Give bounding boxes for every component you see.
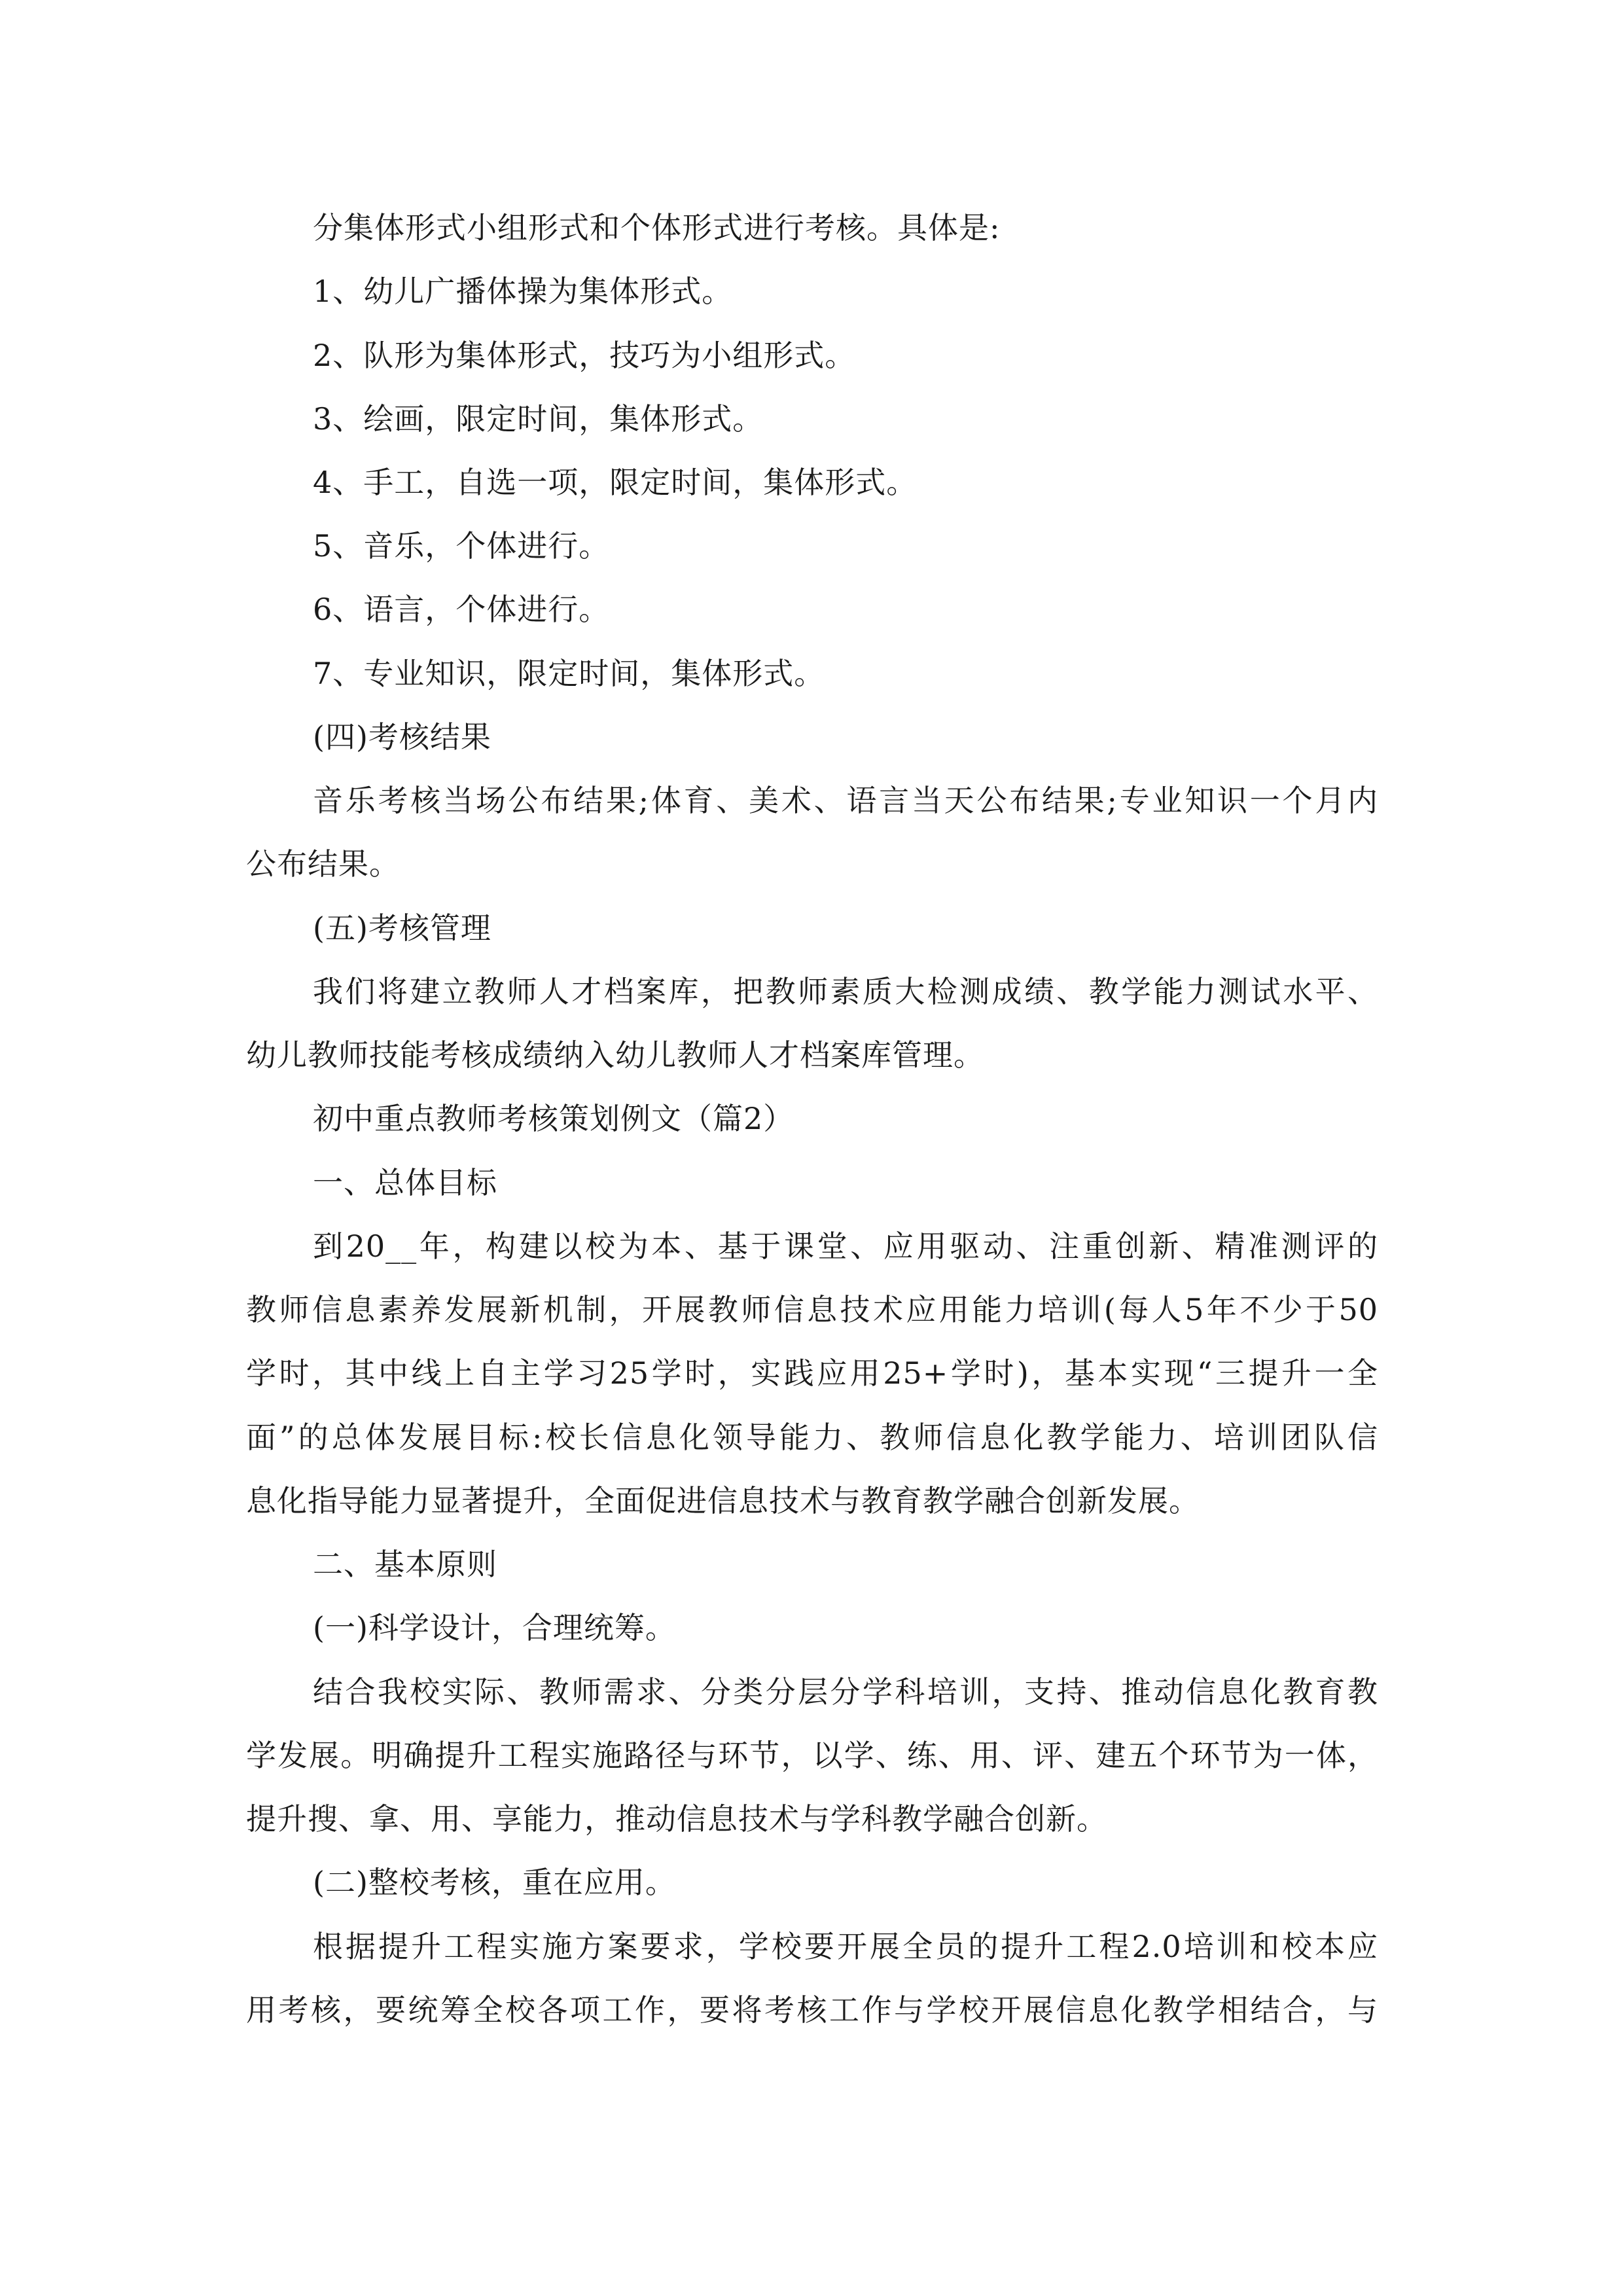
paragraph-line: 到20__年，构建以校为本、基于课堂、应用驱动、注重创新、精准测评的 [313,1229,1378,1264]
document-subtitle: 初中重点教师考核策划例文（篇2） [313,1101,794,1136]
list-item: 3、绘画，限定时间，集体形式。 [313,401,764,437]
list-item: 5、音乐，个体进行。 [313,528,610,564]
paragraph-line: 公布结果。 [246,846,400,882]
paragraph-line: 教师信息素养发展新机制，开展教师信息技术应用能力培训(每人5年不少于50 [246,1292,1378,1327]
paragraph-line: 根据提升工程实施方案要求，学校要开展全员的提升工程2.0培训和校本应 [313,1929,1378,1964]
section-heading: (一)科学设计，合理统筹。 [313,1610,676,1645]
list-item: 1、幼儿广播体操为集体形式。 [313,274,733,309]
section-heading: 二、基本原则 [313,1547,497,1582]
paragraph-line: 幼儿教师技能考核成绩纳入幼儿教师人才档案库管理。 [246,1037,984,1073]
paragraph-line: 我们将建立教师人才档案库，把教师素质大检测成绩、教学能力测试水平、 [313,974,1378,1009]
section-heading: (二)整校考核，重在应用。 [313,1865,676,1900]
paragraph-line: 提升搜、拿、用、享能力，推动信息技术与学科教学融合创新。 [246,1801,1107,1837]
section-heading: (五)考核管理 [313,910,491,946]
paragraph-line: 分集体形式小组形式和个体形式进行考核。具体是: [313,210,1001,245]
paragraph-line: 学时，其中线上自主学习25学时，实践应用25+学时)，基本实现“三提升一全 [246,1355,1378,1391]
paragraph-line: 用考核，要统筹全校各项工作，要将考核工作与学校开展信息化教学相结合，与 [246,1992,1378,2028]
list-item: 4、手工，自选一项，限定时间，集体形式。 [313,465,918,500]
list-item: 2、队形为集体形式，技巧为小组形式。 [313,338,856,373]
list-item: 7、专业知识，限定时间，集体形式。 [313,656,825,691]
list-item: 6、语言，个体进行。 [313,592,610,627]
section-heading: 一、总体目标 [313,1165,497,1200]
paragraph-line: 学发展。明确提升工程实施路径与环节，以学、练、用、评、建五个环节为一体， [246,1738,1378,1773]
section-heading: (四)考核结果 [313,719,491,755]
paragraph-line: 息化指导能力显著提升，全面促进信息技术与教育教学融合创新发展。 [246,1483,1200,1518]
paragraph-line: 面”的总体发展目标:校长信息化领导能力、教师信息化教学能力、培训团队信 [246,1420,1378,1455]
paragraph-line: 结合我校实际、教师需求、分类分层分学科培训，支持、推动信息化教育教 [313,1674,1378,1710]
paragraph-line: 音乐考核当场公布结果;体育、美术、语言当天公布结果;专业知识一个月内 [313,783,1378,818]
